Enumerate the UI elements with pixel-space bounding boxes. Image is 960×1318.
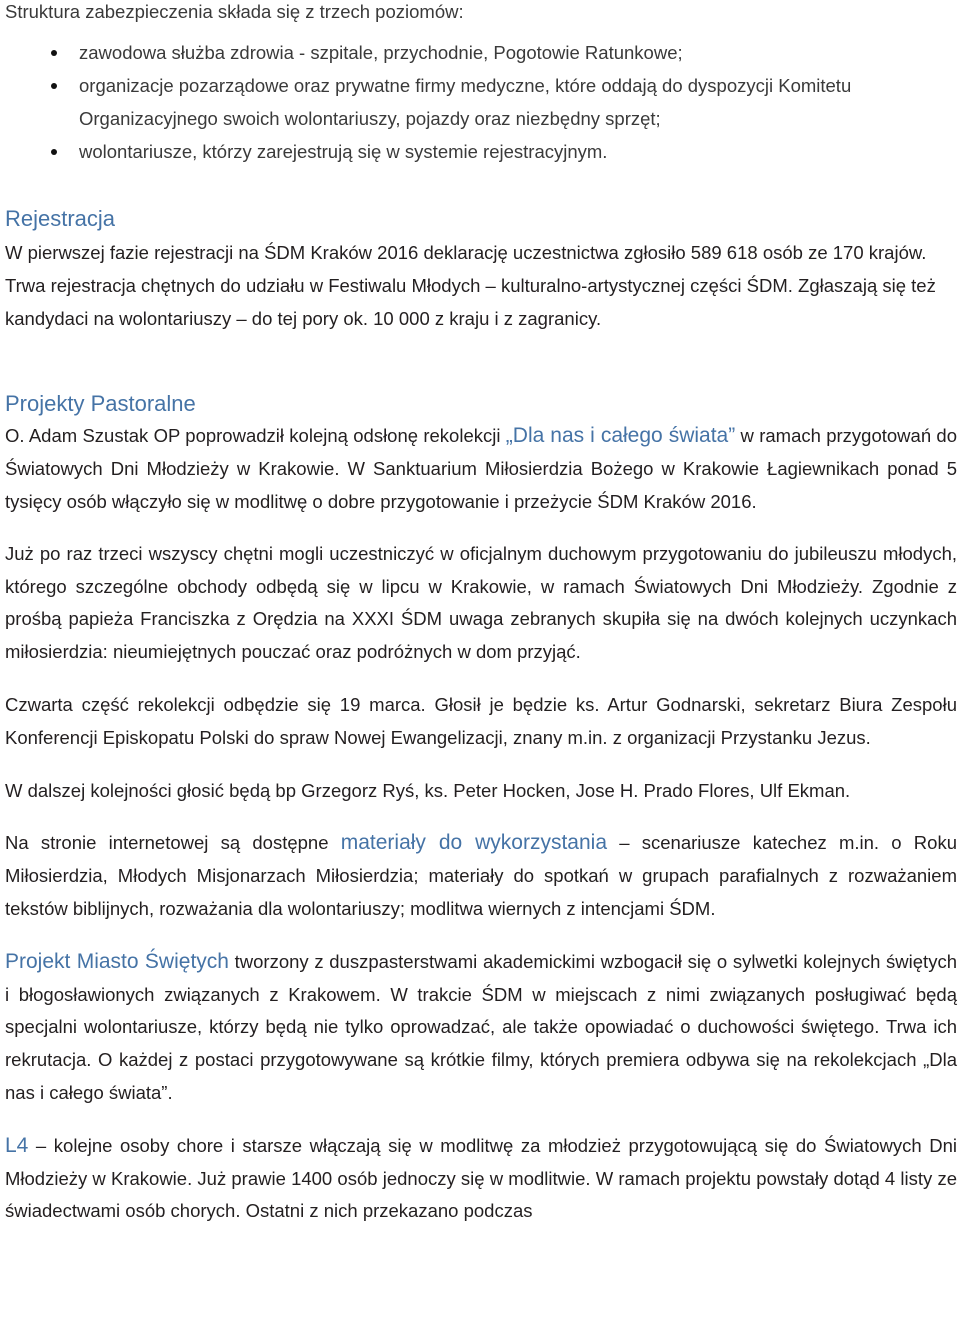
bullet-icon [51,149,57,155]
intro-text: Struktura zabezpieczenia składa się z trzech poziomów: [5,1,464,22]
list-item: organizacje pozarządowe oraz prywatne firmy medyczne, które oddają do dyspozycji Komitetu Organizacyjnego swoich wolontariuszy, pojazdy oraz niezbędny sprzęt; [5,69,957,135]
paragraph-next-speakers: W dalszej kolejności głosić będą bp Grzegorz Ryś, ks. Peter Hocken, Jose H. Prado Flores, Ulf Ekman. [5,779,851,801]
registration-text: W pierwszej fazie rejestracji na ŚDM Kraków 2016 deklarację uczestnictwa zgłosiło 589 618 osób ze 170 krajów. Trwa rejestracja chętnych do udziału w Festiwalu Młodych – kulturalno-artystycznej części ŚDM. Zgłaszają się też kandydaci na wolontariuszy – do tej pory ok. 10 000 z kraju i z zagranicy. [5,242,936,329]
paragraph-jubilee: Już po raz trzeci wszyscy chętni mogli uczestniczyć w oficjalnym duchowym przygotowaniu do jubileuszu młodych, którego szczególne obchody odbędą się w lipcu w Krakowie, w ramach Światowych Dni Młodzieży. Zgodnie z prośbą papieża Franciszka z Orędzia na XXXI ŚDM uwaga zebranych skupiła się na dwóch kolejnych uczynkach miłosierdzia: nieumiejętnych pouczać oraz podróżnych w dom przyjąć. [5,542,957,663]
retreat-link[interactable]: „Dla nas i całego świata” [505,424,736,448]
paragraph-city-of-saints: Projekt Miasto Świętych tworzony z duszpasterstwami akademickimi wzbogacił się o sylwetki kolejnych świętych i błogosławionych związanych z Krakowem. W trakcie ŚDM w miejscach z nimi związanych posługiwać będą specjalni wolontariusze, którzy będą nie tylko oprowadzać, ale także opowiadać o duchowości świętego. Trwa ich rekrutacja. O każdej z postaci przygotowywane są krótkie filmy, których premiera odbywa się na rekolekcjach „Dla nas i całego świata”. [5,949,957,1103]
paragraph-retreat: O. Adam Szustak OP poprowadził kolejną odsłonę rekolekcji „Dla nas i całego świata” w ramach przygotowań do Światowych Dni Młodzieży w Krakowie. W Sanktuarium Miłosierdzia Bożego w Krakowie Łagiewnikach ponad 5 tysięcy osób włączyło się w modlitwę o dobre przygotowanie i przeżycie ŚDM Kraków 2016. [5,424,957,512]
bullet-icon [51,50,57,56]
bullet-list [5,36,957,168]
materials-link[interactable]: materiały do wykorzystania [340,831,608,855]
l4-link[interactable]: L4 [5,1133,29,1157]
section-title-registration: Rejestracja [5,206,116,231]
paragraph-fourth-part: Czwarta część rekolekcji odbędzie się 19 marca. Głosił je będzie ks. Artur Godnarski, sekretarz Biura Zespołu Konferencji Episkopatu Polski do spraw Nowej Ewangelizacji, znany m.in. z organizacji Przystanku Jezus. [5,693,957,748]
city-of-saints-link[interactable]: Projekt Miasto Świętych [5,949,229,973]
section-title-pastoral: Projekty Pastoralne [5,391,196,417]
paragraph-materials: Na stronie internetowej są dostępne materiały do wykorzystania – scenariusze katechez m.in. o Roku Miłosierdzia, Młodych Misjonarzach Miłosierdzia; materiały do spotkań w grupach parafialnych z rozważaniem tekstów biblijnych, rozważania dla wolontariuszy; modlitwa wiernych z intencjami ŚDM. [5,831,957,919]
list-item: zawodowa służba zdrowia - szpitale, przychodnie, Pogotowie Ratunkowe; [5,36,957,69]
document-page [5,0,957,1228]
list-item: wolontariusze, którzy zarejestrują się w systemie rejestracyjnym. [5,135,957,168]
bullet-icon [51,83,57,89]
paragraph-l4: L4 – kolejne osoby chore i starsze włączają się w modlitwę za młodzież przygotowującą się do Światowych Dni Młodzieży w Krakowie. Już prawie 1400 osób jednoczy się w modlitwie. W ramach projektu powstały dotąd 4 listy ze świadectwami osób chorych. Ostatni z nich przekazano podczas [5,1133,957,1222]
